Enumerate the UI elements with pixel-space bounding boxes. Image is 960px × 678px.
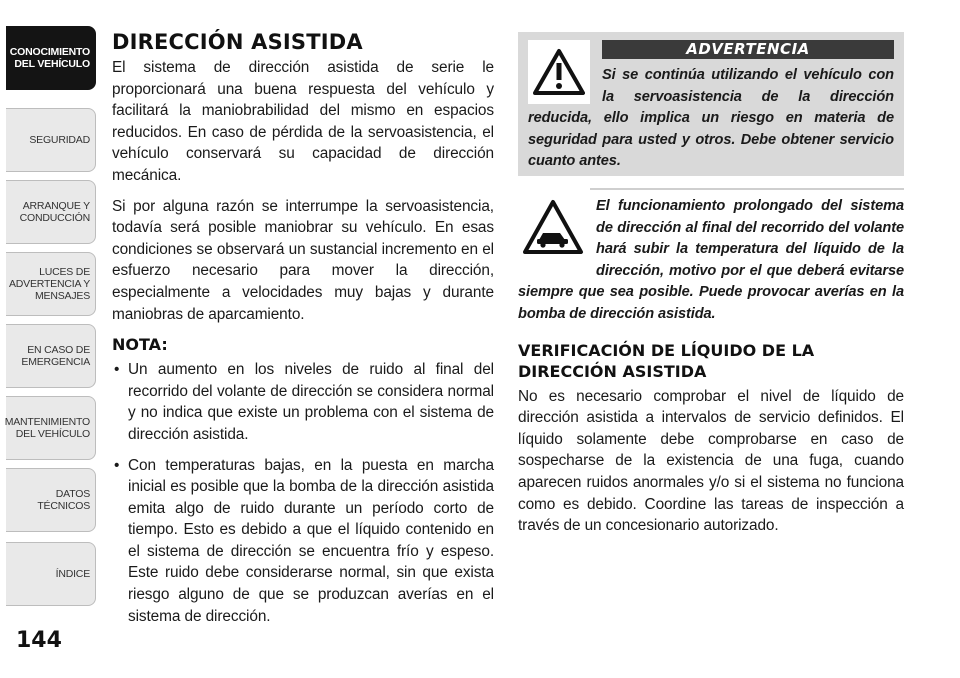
right-column (518, 32, 904, 546)
tab-luces-de-advertencia[interactable]: LUCES DE ADVERTENCIA Y MENSAJES (6, 252, 96, 316)
tab-en-caso-de-emergencia[interactable]: EN CASO DE EMERGENCIA (6, 324, 96, 388)
tab-arranque-y-conduccion[interactable]: ARRANQUE Y CONDUCCIÓN (6, 180, 96, 244)
car-skid-triangle-icon (522, 198, 588, 264)
exclamation-triangle-icon (528, 40, 590, 104)
tab-datos-tecnicos[interactable]: DATOS TÉCNICOS (6, 468, 96, 532)
section-title: DIRECCIÓN ASISTIDA (112, 30, 363, 54)
list-item (112, 455, 494, 628)
page-number: 144 (16, 628, 62, 653)
list-item (112, 359, 494, 445)
caution-text: El funcionamiento prolongado del sistema de dirección al final del recorrido del volante hará subir la temperatura del líquido de la dirección, motivo por el que deberá evitarse siempre que sea posible. Puede provocar averías en la bomba de dirección asistida. (518, 198, 904, 322)
left-column (112, 30, 494, 636)
paragraph: El sistema de dirección asistida de serie le proporcionará una buena respuesta del vehículo y facilitará la maniobrabilidad del mismo en espacios reducidos. En caso de pérdida de la servoasistencia, el vehículo conservará su capacidad de dirección mecánica. (112, 59, 494, 184)
divider (590, 188, 904, 190)
tab-indice[interactable]: ÍNDICE (6, 542, 96, 606)
list-item-text: Un aumento en los niveles de ruido al final del recorrido del volante de dirección se considera normal y no indica que existe un problema con el sistema de dirección asistida. (128, 361, 494, 443)
paragraph: No es necesario comprobar el nivel de líquido de dirección asistida a intervalos de servicio definidos. El líquido solamente debe comprobarse en caso de sospecharse de la existencia de una fuga, cuando aparecen ruidos anormales y/o si el sistema no funciona como es debido. Coordine las tareas de inspección a través de un concesionario autorizado. (518, 387, 904, 535)
warning-box (518, 32, 904, 176)
tab-seguridad[interactable]: SEGURIDAD (6, 108, 96, 172)
warning-title: ADVERTENCIA (602, 40, 894, 59)
note-list (112, 359, 494, 627)
tab-conocimiento-del-vehiculo[interactable]: CONOCIMIENTO DEL VEHÍCULO (6, 26, 96, 90)
warning-text: Si se continúa utilizando el vehículo con la servoasistencia de la dirección reducida, ello implica un riesgo en materia de seguridad para usted y otros. Debe obtener servicio cuanto antes. (528, 67, 894, 170)
bullet-icon: • (114, 361, 120, 379)
paragraph: Si por alguna razón se interrumpe la servoasistencia, todavía será posible maniobrar su vehículo. En esas condiciones se observará un sustancial incremento en el esfuerzo necesario para mover la dirección, especialmente a velocidades muy bajas y durante maniobras de aparcamiento. (112, 197, 494, 323)
list-item-text: Con temperaturas bajas, en la puesta en marcha inicial es posible que la bomba de la dirección asistida emita algo de ruido durante un período corto de tiempo. Esto es debido a que el líquido contenido en el sistema de dirección se encuentra frío y espeso. Este ruido debe considerarse normal, sin que exista riesgo alguno de que se produzcan averías en el sistema de dirección. (128, 456, 494, 625)
fluid-check-heading: VERIFICACIÓN DE LÍQUIDO DE LA DIRECCIÓN ASISTIDA (518, 340, 815, 381)
caution-note (518, 188, 904, 326)
bullet-icon: • (114, 456, 120, 474)
tab-mantenimiento-del-vehiculo[interactable]: MANTENIMIENTO DEL VEHÍCULO (6, 396, 96, 460)
note-heading: NOTA: (112, 335, 168, 355)
